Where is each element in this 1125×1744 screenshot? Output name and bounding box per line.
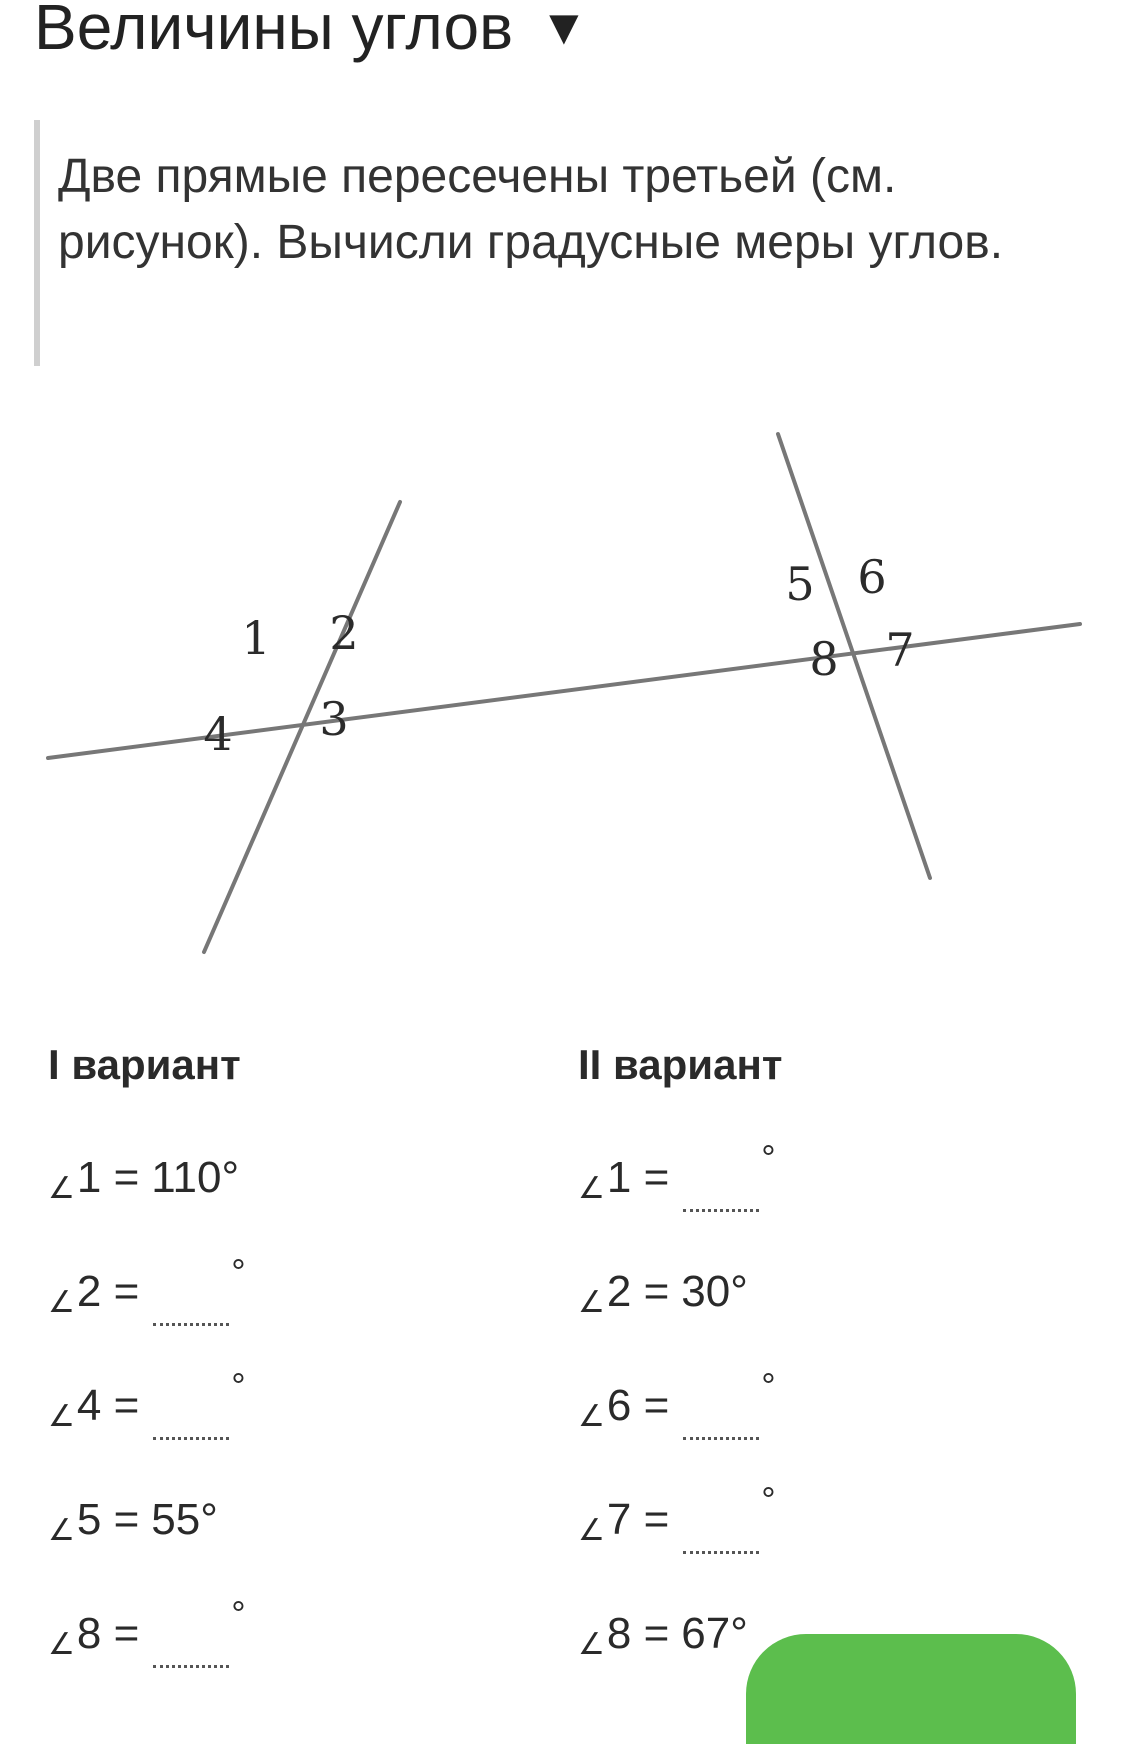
degree-symbol: ° (231, 1593, 246, 1634)
angle-symbol-icon: ∠ (48, 1171, 75, 1205)
angle-name: 1 = (76, 1153, 140, 1202)
angles-diagram (0, 400, 1125, 980)
angle-row (578, 1479, 776, 1550)
angle-value: 55° (151, 1495, 218, 1544)
angle-value: 110° (151, 1153, 240, 1202)
angle-answer-input[interactable] (153, 1628, 229, 1668)
angle-row (48, 1251, 246, 1322)
variant-1-heading: I вариант (48, 1041, 241, 1088)
degree-symbol: ° (761, 1137, 776, 1178)
angle-answer-input[interactable] (153, 1286, 229, 1326)
angle-symbol-icon: ∠ (578, 1171, 605, 1205)
angle-answer-input[interactable] (153, 1400, 229, 1440)
angle-label-5: 5 (785, 557, 815, 611)
left-line (204, 502, 400, 952)
angle-label-1: 1 (241, 611, 271, 665)
angle-row (578, 1604, 748, 1664)
angle-symbol-icon: ∠ (48, 1627, 75, 1661)
green-action-button[interactable] (746, 1634, 1076, 1744)
angle-row (578, 1137, 776, 1208)
angle-name: 1 = (606, 1153, 670, 1202)
problem-statement: Две прямые пересечены третьей (см. рисунок). Вычисли градусные меры углов. (34, 120, 1044, 366)
angle-symbol-icon: ∠ (578, 1285, 605, 1319)
angle-label-2: 2 (329, 606, 359, 660)
angle-row (48, 1148, 239, 1208)
angle-label-7: 7 (885, 623, 915, 677)
angle-row (48, 1365, 246, 1436)
page-title-row (34, 0, 589, 72)
degree-symbol: ° (231, 1365, 246, 1406)
angle-row (48, 1490, 218, 1550)
variant-1-column (48, 1040, 508, 1661)
angle-answer-input[interactable] (683, 1400, 759, 1440)
angle-name: 2 = (76, 1267, 140, 1316)
angle-symbol-icon: ∠ (48, 1285, 75, 1319)
angle-row (578, 1365, 776, 1436)
degree-symbol: ° (761, 1479, 776, 1520)
collapse-toggle-icon[interactable]: ▼ (539, 0, 589, 55)
angle-label-6: 6 (857, 550, 887, 604)
angle-symbol-icon: ∠ (48, 1513, 75, 1547)
angle-row (578, 1262, 748, 1322)
angle-symbol-icon: ∠ (578, 1627, 605, 1661)
angle-symbol-icon: ∠ (48, 1399, 75, 1433)
angle-name: 2 = (606, 1267, 670, 1316)
angle-label-8: 8 (809, 632, 839, 686)
angle-answer-input[interactable] (683, 1514, 759, 1554)
angle-label-3: 3 (319, 692, 349, 746)
angle-name: 4 = (76, 1381, 140, 1430)
angle-name: 6 = (606, 1381, 670, 1430)
angle-name: 8 = (606, 1609, 670, 1658)
angle-name: 5 = (76, 1495, 140, 1544)
page-title: Величины углов (34, 0, 514, 63)
angle-label-4: 4 (203, 707, 233, 761)
variant-2-column (578, 1040, 1038, 1661)
angle-answer-input[interactable] (683, 1172, 759, 1212)
degree-symbol: ° (231, 1251, 246, 1292)
variant-2-heading: II вариант (578, 1041, 783, 1088)
angle-symbol-icon: ∠ (578, 1513, 605, 1547)
geometry-figure (0, 400, 1125, 980)
angle-name: 7 = (606, 1495, 670, 1544)
angle-row (48, 1593, 246, 1664)
angle-value: 30° (681, 1267, 748, 1316)
angle-symbol-icon: ∠ (578, 1399, 605, 1433)
angle-name: 8 = (76, 1609, 140, 1658)
angle-value: 67° (681, 1609, 748, 1658)
degree-symbol: ° (761, 1365, 776, 1406)
